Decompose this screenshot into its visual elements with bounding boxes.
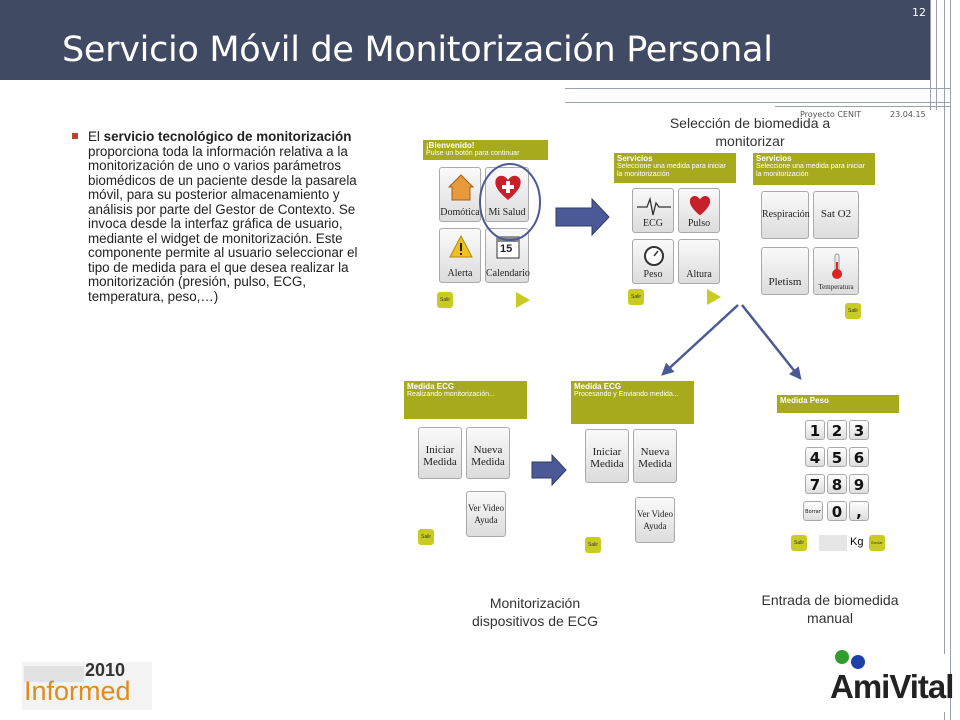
logo-informed-text: Informed: [24, 676, 131, 706]
footer-project: Proyecto CENIT: [800, 110, 862, 119]
services2-bar-sub: Seleccione una medida para iniciar la monitorización: [756, 163, 865, 178]
services2-bar-title: Servicios: [756, 154, 792, 163]
alerta-label: Alerta: [447, 268, 473, 279]
footer-date: 23.04.15: [890, 110, 926, 119]
amivital-logo: [828, 648, 954, 716]
arrow-to-peso: [742, 305, 800, 378]
ecg2-bar-title: Medida ECG: [574, 382, 622, 391]
peso-bar-title: Medida Peso: [780, 396, 829, 405]
unit-label: Kg: [850, 536, 864, 548]
pulso-label: Pulso: [687, 218, 711, 229]
salir-button[interactable]: Salir: [791, 535, 807, 551]
body-rest: proporciona toda la información relativa a la monitorización de uno o varios parámetros biomédicos de un paciente desde la pasarela móvil, para su posterior almacenamiento y análisis por parte del Gestor de Contexto. Se invoca desde la interfaz gráfica de usuario, mediante el widget de monitorización. Este componente permite al usuario seleccionar el tipo de medida para el que desea realizar la monitorización (presión, pulso, ECG, temperatura, peso,…): [88, 143, 358, 304]
pletism-label: Pletism: [768, 276, 802, 288]
key-1[interactable]: 1: [805, 420, 825, 440]
key-9[interactable]: 9: [849, 474, 869, 494]
key-5[interactable]: 5: [827, 447, 847, 467]
key-comma[interactable]: ,: [849, 501, 869, 521]
respiracion-label: Respiración: [762, 209, 810, 220]
calendario-label: Calendario: [486, 268, 530, 279]
block-arrow-right-1: [556, 199, 609, 235]
amivital-text: AmiVital: [830, 668, 954, 705]
ecg1-bar-sub: Realizando monitorización...: [407, 391, 495, 398]
salir-button[interactable]: Salir: [585, 537, 601, 553]
key-4[interactable]: 4: [805, 447, 825, 467]
iniciar-medida-label: Iniciar Medida: [590, 446, 624, 470]
bold-term: servicio tecnológico de monitorización: [103, 129, 352, 144]
altura-label: Altura: [686, 269, 712, 280]
welcome-bar-title: ¡Bienvenido!: [426, 141, 475, 150]
temperatura-label: Temperatura: [818, 283, 854, 291]
iniciar-medida-label: Iniciar Medida: [423, 444, 457, 468]
caption-seleccion: Selección de biomedida a monitorizar: [669, 115, 831, 149]
key-0[interactable]: 0: [827, 501, 847, 521]
peso-label: Peso: [643, 269, 663, 280]
salir-button[interactable]: Salir: [437, 292, 453, 308]
block-arrow-right-2: [532, 455, 566, 485]
arrow-to-ecg: [663, 305, 738, 374]
ecg-label: ECG: [643, 218, 663, 229]
salir-button[interactable]: Salir: [418, 529, 434, 545]
key-7[interactable]: 7: [805, 474, 825, 494]
ver-video-label: Ver Video Ayuda: [467, 503, 505, 525]
enviar-button[interactable]: Enviar: [869, 535, 885, 551]
caption-monitorizacion: Monitorización dispositivos de ECG: [471, 595, 599, 629]
key-6[interactable]: 6: [849, 447, 869, 467]
domotica-label: Domótica: [440, 207, 480, 218]
salir-button[interactable]: Salir: [628, 289, 644, 305]
nueva-medida-label: Nueva Medida: [471, 444, 505, 468]
key-borrar[interactable]: Borrar: [803, 501, 823, 521]
logo-year: 2010: [85, 660, 126, 680]
mi-salud-label: Mi Salud: [488, 207, 526, 218]
welcome-bar-sub: Pulse un botón para continuar: [426, 150, 520, 157]
ver-video-label: Ver Video Ayuda: [636, 509, 674, 531]
ecg2-bar-sub: Procesando y Enviando medida...: [574, 391, 679, 398]
slide-number: 12: [912, 6, 926, 19]
caption-entrada: Entrada de biomedida manual: [761, 592, 899, 626]
sat-o2-label: Sat O2: [820, 208, 852, 220]
slide-title: Servicio Móvil de Monitorización Personal: [62, 30, 773, 70]
key-8[interactable]: 8: [827, 474, 847, 494]
ecg1-bar-title: Medida ECG: [407, 382, 455, 391]
salir-button[interactable]: Salir: [845, 303, 861, 319]
key-3[interactable]: 3: [849, 420, 869, 440]
key-2[interactable]: 2: [827, 420, 847, 440]
intro-text: El: [88, 129, 104, 144]
calendar-day: 15: [500, 243, 513, 255]
services1-bar-sub: Seleccione una medida para iniciar la monitorización: [617, 163, 726, 178]
services1-bar-title: Servicios: [617, 154, 653, 163]
nueva-medida-label: Nueva Medida: [638, 446, 672, 470]
